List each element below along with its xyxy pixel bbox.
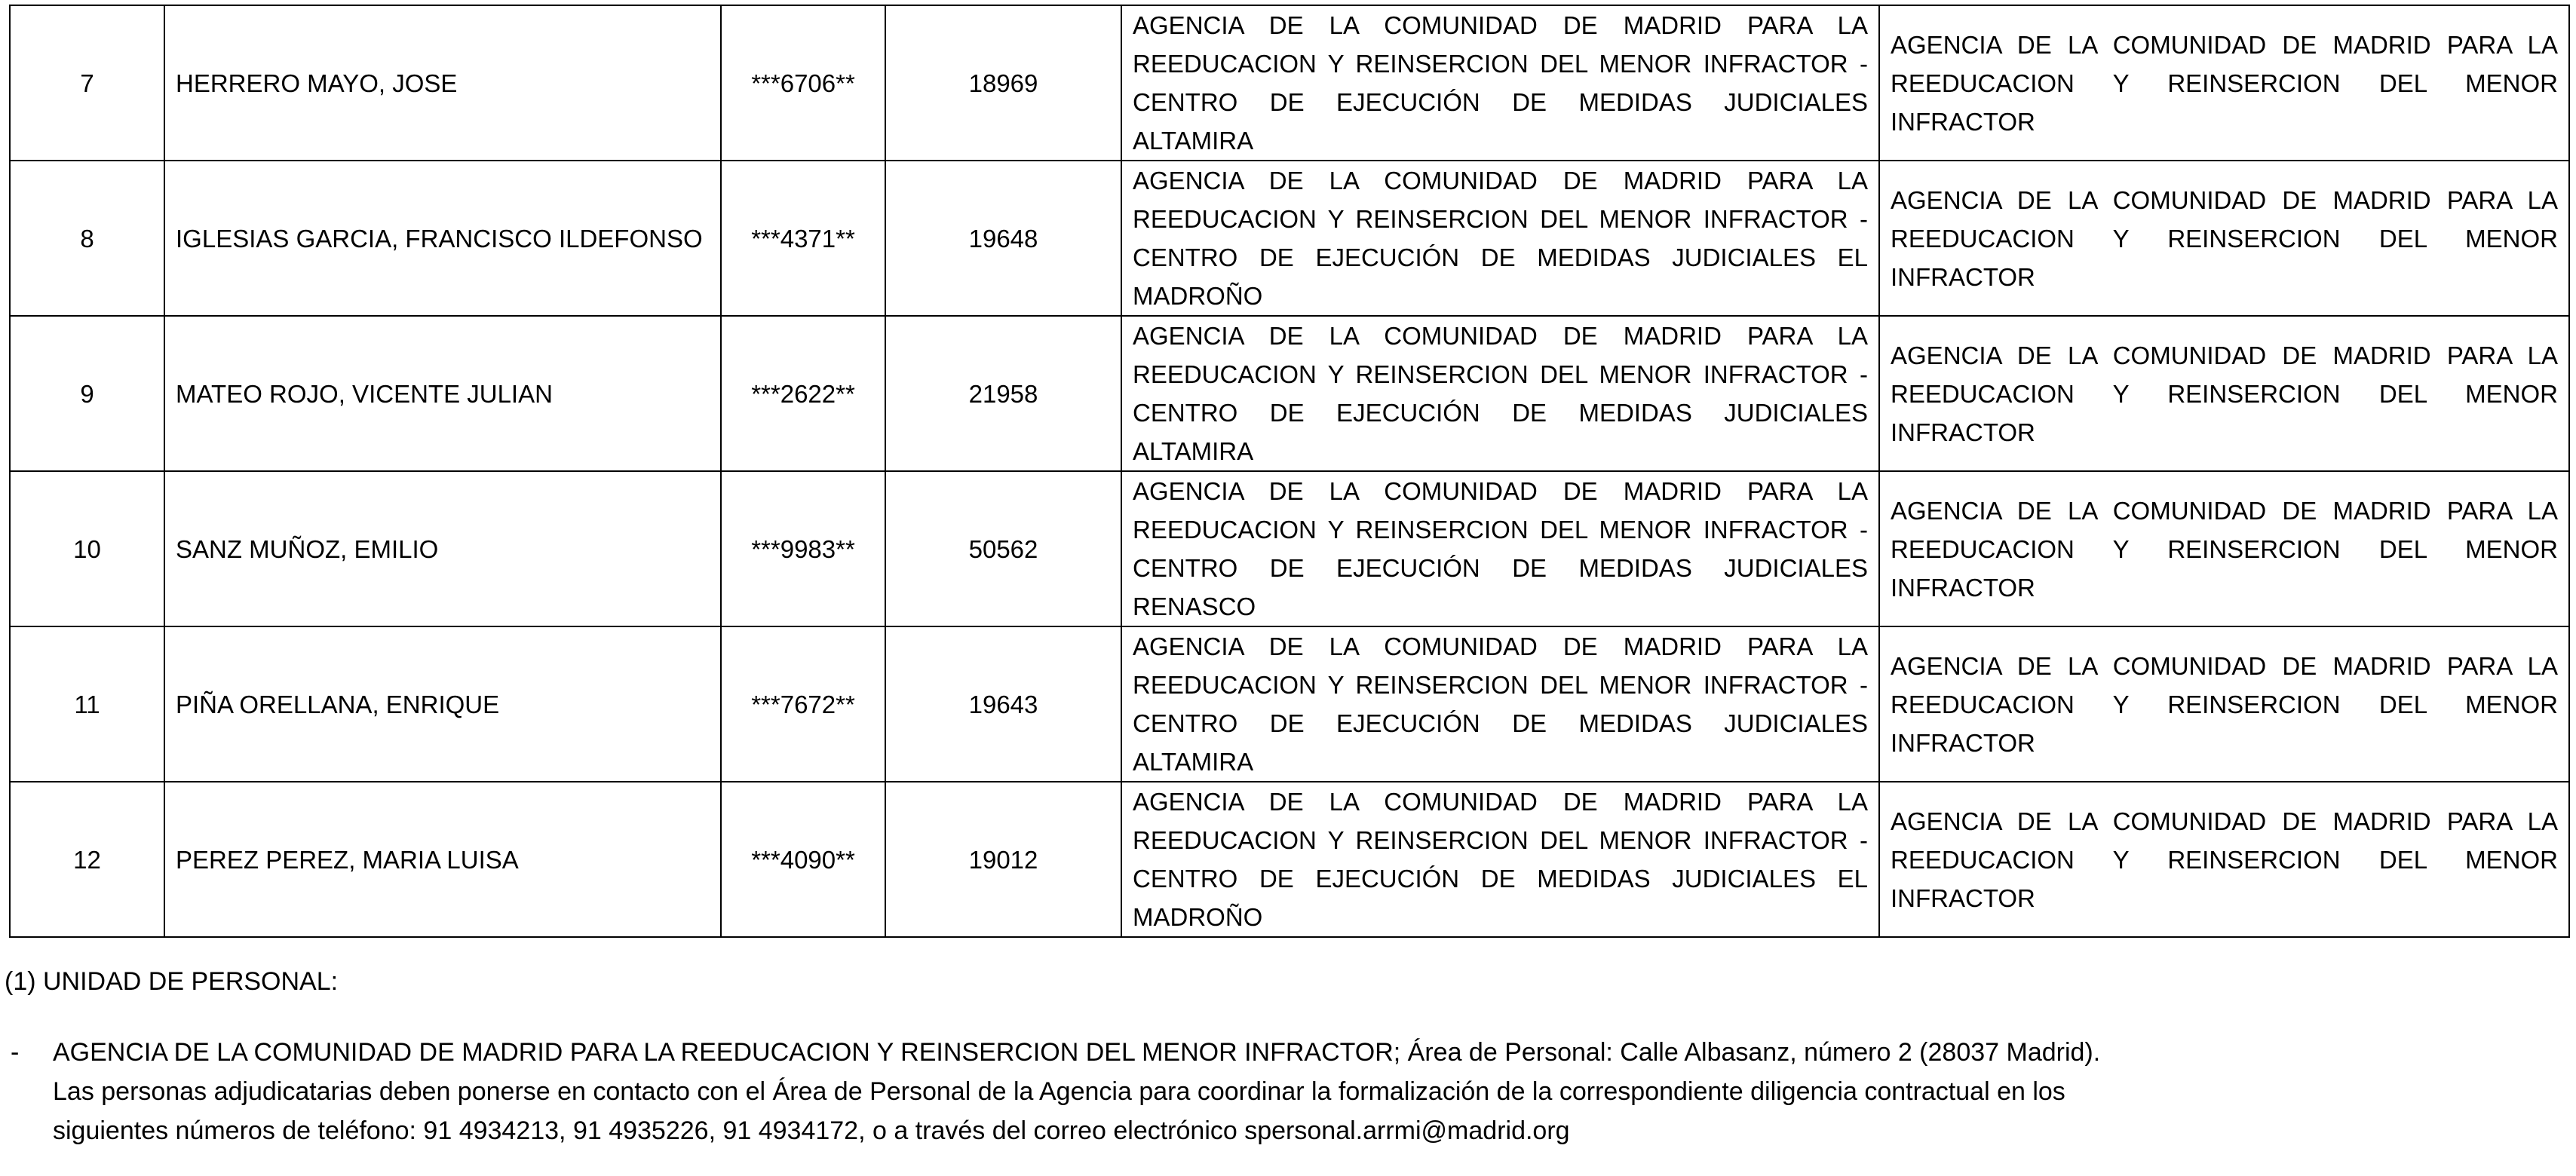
personnel-unit: AGENCIA DE LA COMUNIDAD DE MADRID PARA LA REEDUCACION Y REINSERCION DEL MENOR INFRACTOR	[1879, 626, 2569, 782]
personnel-unit: AGENCIA DE LA COMUNIDAD DE MADRID PARA LA REEDUCACION Y REINSERCION DEL MENOR INFRACTOR	[1879, 471, 2569, 626]
position-code: 50562	[885, 471, 1121, 626]
personnel-unit: AGENCIA DE LA COMUNIDAD DE MADRID PARA LA REEDUCACION Y REINSERCION DEL MENOR INFRACTOR	[1879, 316, 2569, 471]
person-name: HERRERO MAYO, JOSE	[164, 5, 721, 161]
table-row	[10, 316, 2569, 471]
personnel-unit: AGENCIA DE LA COMUNIDAD DE MADRID PARA LA REEDUCACION Y REINSERCION DEL MENOR INFRACTOR	[1879, 161, 2569, 316]
footnote-title: (1) UNIDAD DE PERSONAL:	[5, 967, 339, 996]
table-row	[10, 471, 2569, 626]
masked-dni: ***4371**	[721, 161, 885, 316]
masked-dni: ***6706**	[721, 5, 885, 161]
person-name: SANZ MUÑOZ, EMILIO	[164, 471, 721, 626]
destination-centre: AGENCIA DE LA COMUNIDAD DE MADRID PARA LA REEDUCACION Y REINSERCION DEL MENOR INFRACTOR - CENTRO DE EJECUCIÓN DE MEDIDAS JUDICIALES EL MADROÑO	[1121, 161, 1879, 316]
table-row	[10, 161, 2569, 316]
row-number: 10	[10, 471, 164, 626]
position-code: 18969	[885, 5, 1121, 161]
row-number: 12	[10, 782, 164, 937]
table-row	[10, 782, 2569, 937]
row-number: 9	[10, 316, 164, 471]
table-body	[10, 5, 2569, 937]
table-row	[10, 5, 2569, 161]
footnote-line-address: AGENCIA DE LA COMUNIDAD DE MADRID PARA LA REEDUCACION Y REINSERCION DEL MENOR INFRACTOR; Área de Personal: Calle Albasanz, número 2 (28037 Madrid).	[53, 1038, 2101, 1067]
table-row	[10, 626, 2569, 782]
destination-centre: AGENCIA DE LA COMUNIDAD DE MADRID PARA LA REEDUCACION Y REINSERCION DEL MENOR INFRACTOR - CENTRO DE EJECUCIÓN DE MEDIDAS JUDICIALES EL MADROÑO	[1121, 782, 1879, 937]
position-code: 19012	[885, 782, 1121, 937]
person-name: PIÑA ORELLANA, ENRIQUE	[164, 626, 721, 782]
row-number: 7	[10, 5, 164, 161]
footnote-list	[11, 1033, 2526, 1150]
personnel-unit: AGENCIA DE LA COMUNIDAD DE MADRID PARA LA REEDUCACION Y REINSERCION DEL MENOR INFRACTOR	[1879, 782, 2569, 937]
masked-dni: ***2622**	[721, 316, 885, 471]
adjudication-table	[9, 5, 2570, 938]
masked-dni: ***4090**	[721, 782, 885, 937]
destination-centre: AGENCIA DE LA COMUNIDAD DE MADRID PARA LA REEDUCACION Y REINSERCION DEL MENOR INFRACTOR - CENTRO DE EJECUCIÓN DE MEDIDAS JUDICIALES ALTAMIRA	[1121, 316, 1879, 471]
person-name: IGLESIAS GARCIA, FRANCISCO ILDEFONSO	[164, 161, 721, 316]
masked-dni: ***7672**	[721, 626, 885, 782]
row-number: 8	[10, 161, 164, 316]
destination-centre: AGENCIA DE LA COMUNIDAD DE MADRID PARA LA REEDUCACION Y REINSERCION DEL MENOR INFRACTOR - CENTRO DE EJECUCIÓN DE MEDIDAS JUDICIALES ALTAMIRA	[1121, 626, 1879, 782]
row-number: 11	[10, 626, 164, 782]
person-name: MATEO ROJO, VICENTE JULIAN	[164, 316, 721, 471]
destination-centre: AGENCIA DE LA COMUNIDAD DE MADRID PARA LA REEDUCACION Y REINSERCION DEL MENOR INFRACTOR - CENTRO DE EJECUCIÓN DE MEDIDAS JUDICIALES RENASCO	[1121, 471, 1879, 626]
footnote-bullet: -	[11, 1038, 20, 1067]
personnel-unit: AGENCIA DE LA COMUNIDAD DE MADRID PARA LA REEDUCACION Y REINSERCION DEL MENOR INFRACTOR	[1879, 5, 2569, 161]
person-name: PEREZ PEREZ, MARIA LUISA	[164, 782, 721, 937]
masked-dni: ***9983**	[721, 471, 885, 626]
footnote-line-instructions: Las personas adjudicatarias deben ponerse en contacto con el Área de Personal de la Agencia para coordinar la formalización de la correspondiente diligencia contractual en los	[53, 1077, 2065, 1106]
position-code: 19648	[885, 161, 1121, 316]
position-code: 19643	[885, 626, 1121, 782]
footnote-line-contact: siguientes números de teléfono: 91 4934213, 91 4935226, 91 4934172, o a través del correo electrónico spersonal.arrmi@madrid.org	[53, 1116, 1570, 1145]
destination-centre: AGENCIA DE LA COMUNIDAD DE MADRID PARA LA REEDUCACION Y REINSERCION DEL MENOR INFRACTOR - CENTRO DE EJECUCIÓN DE MEDIDAS JUDICIALES ALTAMIRA	[1121, 5, 1879, 161]
position-code: 21958	[885, 316, 1121, 471]
